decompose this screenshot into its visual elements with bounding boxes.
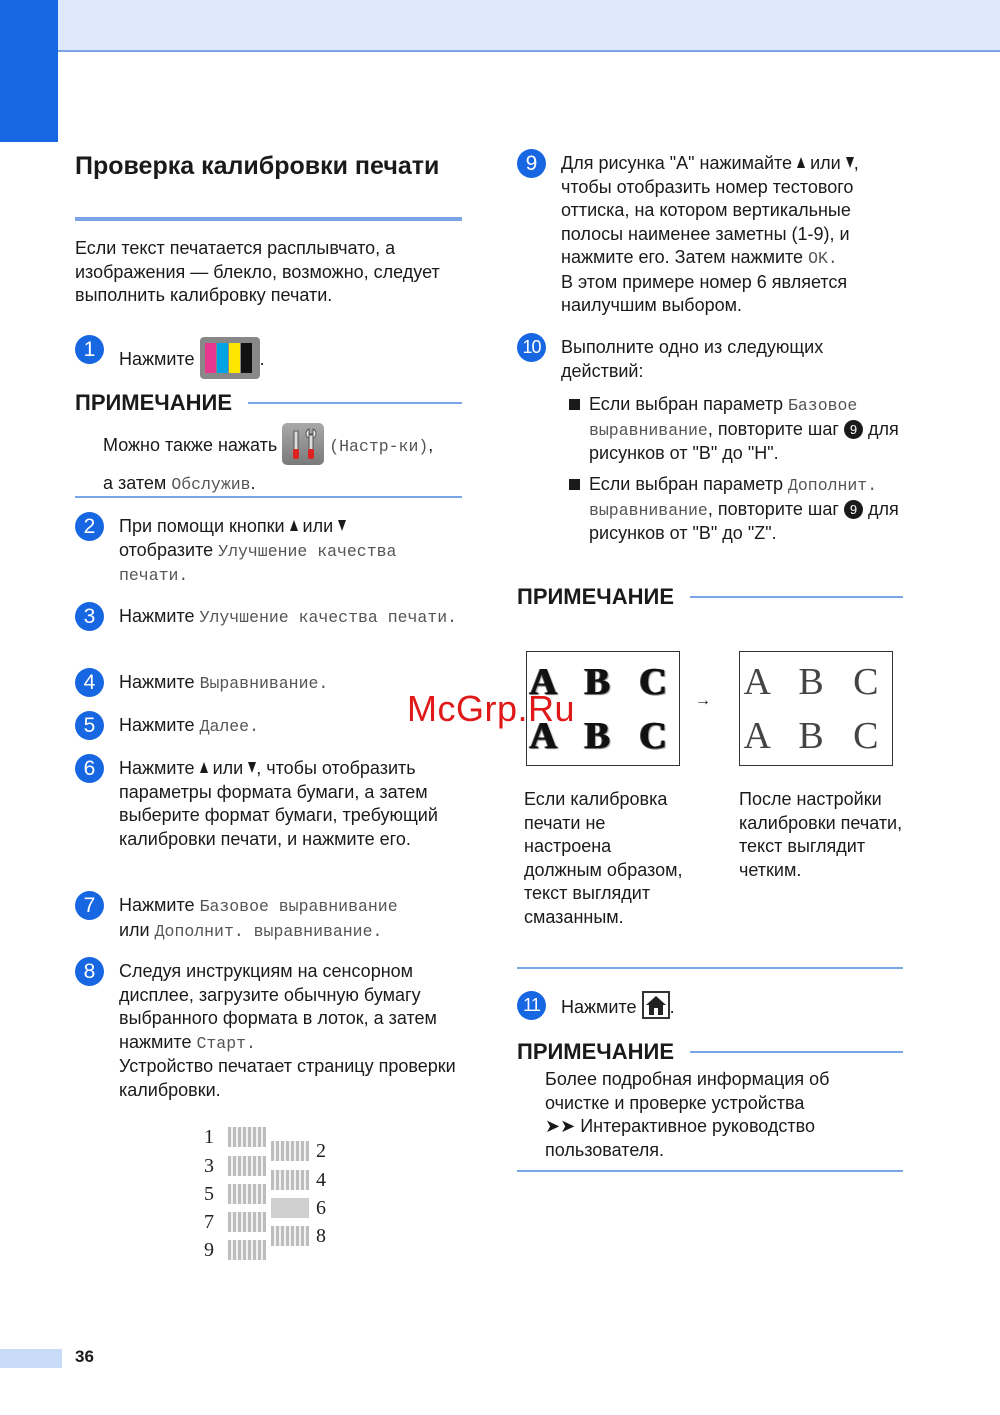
bullet-item: Если выбран параметр Базовое выравнивание, повторите шаг 9 для рисунков от "B" до "H".	[569, 393, 902, 466]
pattern-bar	[271, 1198, 309, 1218]
watermark: McGrp.Ru	[407, 688, 576, 729]
step-number: 5	[75, 711, 104, 740]
step-number: 11	[517, 991, 546, 1020]
step-number: 6	[75, 754, 104, 783]
note-1-text: Можно также нажать (Настр-ки), а затем Обслужив.	[103, 425, 463, 501]
pattern-bar	[271, 1226, 309, 1246]
down-arrow-icon	[338, 520, 346, 531]
pattern-number: 8	[316, 1225, 326, 1247]
pattern-bar	[228, 1184, 266, 1204]
pattern-number: 4	[316, 1169, 326, 1191]
bullet-square	[569, 479, 580, 490]
caption-left: Если калибровка печати не настроена должным образом, текст выглядит смазанным.	[524, 789, 683, 927]
step-number: 2	[75, 512, 104, 541]
bullet-item: Если выбран параметр Дополнит. выравнивание, повторите шаг 9 для рисунков от "B" до "Z".	[569, 473, 902, 546]
home-icon[interactable]	[642, 991, 670, 1019]
pattern-bar	[271, 1170, 309, 1190]
caption-right: После настройки калибровки печати, текст выглядит четким.	[739, 789, 903, 880]
step-reference-badge: 9	[844, 500, 863, 519]
step-7: 7 Нажмите Базовое выравнивание или Дополнит. выравнивание.	[75, 894, 470, 943]
calibration-test-pattern	[196, 1122, 346, 1267]
pattern-bar	[228, 1127, 266, 1147]
ink-icon[interactable]	[200, 337, 260, 379]
step-reference-badge: 9	[844, 420, 863, 439]
step-number: 4	[75, 668, 104, 697]
step-text: Нажмите	[119, 348, 195, 369]
arrow-icon: →	[695, 692, 711, 709]
note-heading: ПРИМЕЧАНИЕ	[517, 1039, 903, 1065]
settings-tools-icon[interactable]	[282, 423, 324, 465]
footer-band	[0, 1349, 62, 1368]
page-number: 36	[75, 1347, 94, 1366]
down-arrow-icon	[846, 157, 854, 168]
step-6: 6 Нажмите или , чтобы отобразить параметры формата бумаги, а затем выберите формат бумаги, требующий калибровки печати, и нажмите его.	[75, 757, 470, 851]
note-end-rule	[517, 967, 903, 969]
step-10: 10 Выполните одно из следующих действий:	[517, 336, 902, 383]
pattern-number: 9	[204, 1239, 214, 1261]
step-2: 2 При помощи кнопки или отобразите Улучшение качества печати.	[75, 515, 465, 588]
step-number: 10	[517, 333, 546, 362]
up-arrow-icon	[200, 762, 208, 773]
step-number: 1	[75, 335, 104, 364]
note-heading: ПРИМЕЧАНИЕ	[75, 390, 462, 416]
pattern-number: 7	[204, 1211, 214, 1233]
double-arrow-icon: ➤➤	[545, 1116, 576, 1136]
pattern-number: 5	[204, 1183, 214, 1205]
step-9: 9 Для рисунка "А" нажимайте или , чтобы отобразить номер тестового оттиска, на котором вертикальные полосы наименее заметны (1-9), и нажмите его. Затем нажмите OK. В этом примере номер 6 является наилучшим выбором.	[517, 152, 902, 318]
blurred-text-sample: A B C A B C	[526, 651, 680, 766]
step-1: 1 Нажмите .	[75, 338, 265, 381]
step-3: 3 Нажмите Улучшение качества печати.	[75, 605, 465, 631]
chapter-tab	[0, 0, 58, 142]
note-heading: ПРИМЕЧАНИЕ	[517, 584, 903, 610]
up-arrow-icon	[797, 157, 805, 168]
title-rule	[75, 217, 462, 221]
sharp-text-sample: A B C A B C	[739, 651, 893, 766]
up-arrow-icon	[290, 520, 298, 531]
intro-text: Если текст печатается расплывчато, а изображения — блекло, возможно, следует выполнить калибровку печати.	[75, 238, 440, 305]
pattern-bar	[228, 1212, 266, 1232]
pattern-number: 2	[316, 1140, 326, 1162]
pattern-number: 3	[204, 1155, 214, 1177]
pattern-number: 1	[204, 1126, 214, 1148]
step-5: 5 Нажмите Далее.	[75, 714, 465, 740]
note-end-rule	[75, 496, 462, 498]
step-number: 8	[75, 957, 104, 986]
pattern-number: 6	[316, 1197, 326, 1219]
step-8: 8 Следуя инструкциям на сенсорном дисплее, загрузите обычную бумагу выбранного формата в лоток, а затем нажмите Старт. Устройство печатает страницу проверки калибровки.	[75, 960, 470, 1102]
step-number: 9	[517, 149, 546, 178]
note-3-text: Более подробная информация об очистке и проверке устройства ➤➤ Интерактивное руководство пользователя.	[545, 1069, 830, 1160]
step-number: 7	[75, 891, 104, 920]
page-title: Проверка калибровки печати	[75, 152, 440, 180]
step-11: 11 Нажмите .	[517, 994, 675, 1022]
note-end-rule	[517, 1170, 903, 1172]
pattern-bar	[228, 1240, 266, 1260]
bullet-square	[569, 399, 580, 410]
header-band	[0, 0, 1000, 52]
pattern-bar	[271, 1141, 309, 1161]
step-number: 3	[75, 602, 104, 631]
pattern-bar	[228, 1156, 266, 1176]
step-4: 4 Нажмите Выравнивание.	[75, 671, 465, 697]
